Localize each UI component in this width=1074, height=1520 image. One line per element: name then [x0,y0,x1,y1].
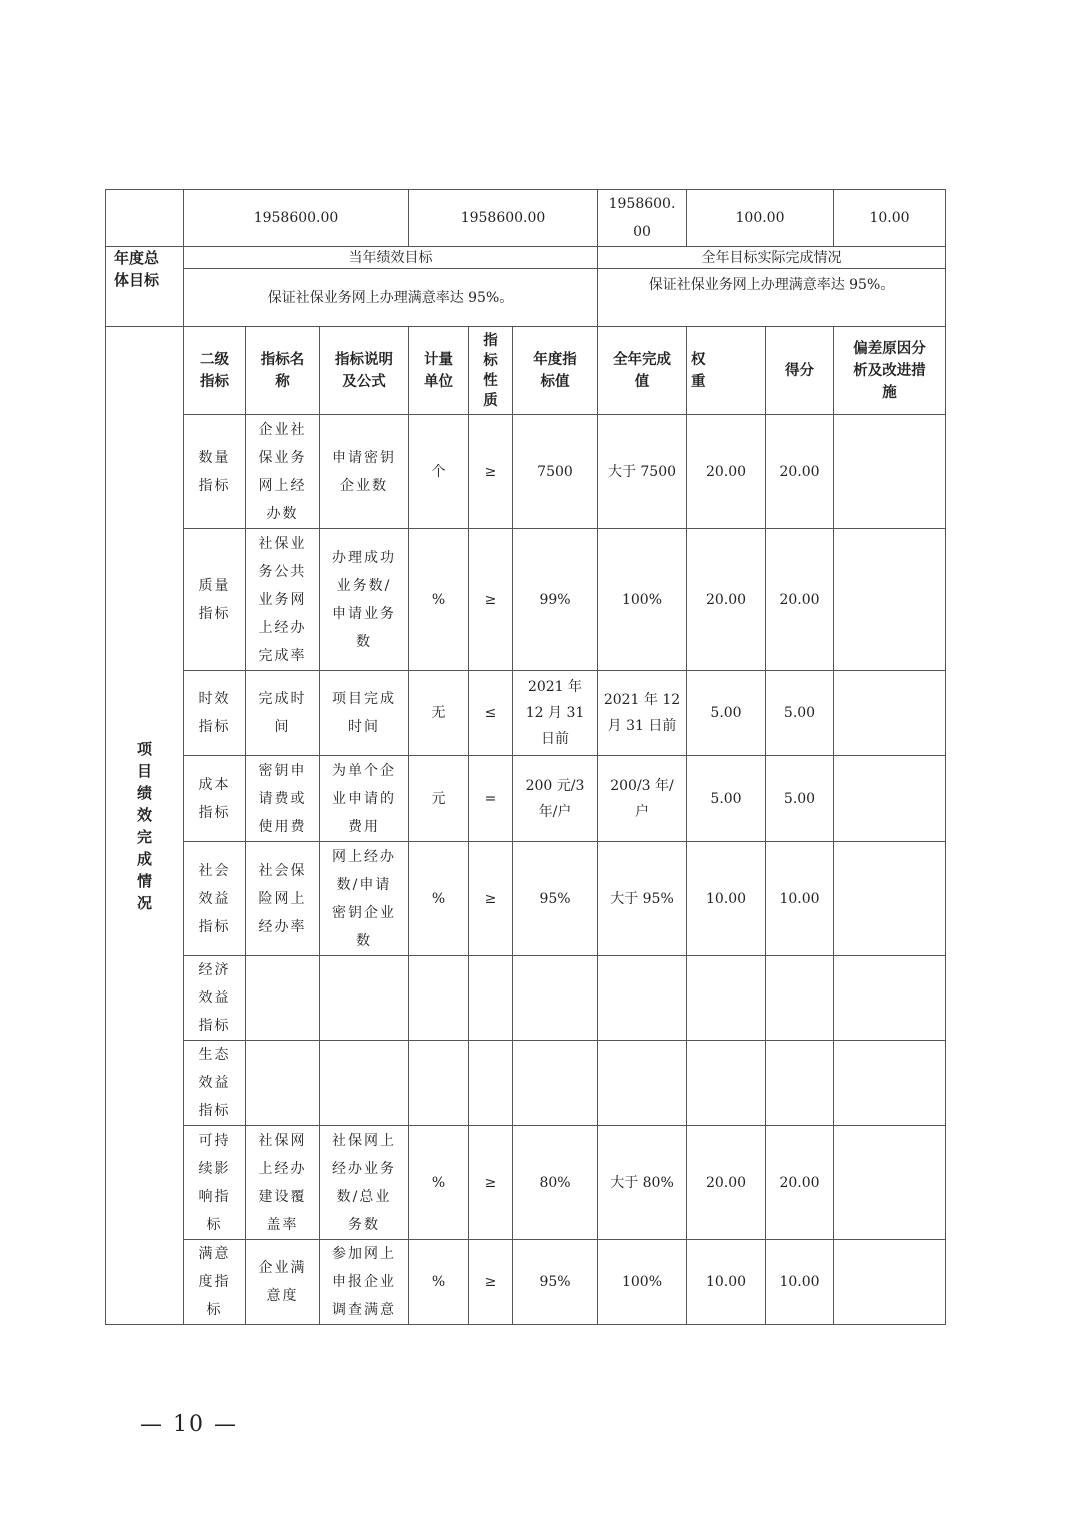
analysis-cell [834,1240,946,1325]
annual-goal-label: 年度总 体目标 [106,247,184,327]
analysis-cell [834,842,946,956]
description-cell: 办理成功 业务数/ 申请业务 数 [320,529,409,671]
actual-cell: 2021 年 12 月 31 日前 [598,671,687,756]
page-number: — 10 — [140,1412,238,1437]
target-cell: 95% [513,842,598,956]
description-cell: 申请密钥 企业数 [320,415,409,529]
unit-cell: 无 [409,671,469,756]
current-target-header: 当年绩效目标 [184,247,598,269]
table-row [106,529,946,671]
header-indicator-nature: 指 标 性 质 [469,327,513,415]
target-cell: 99% [513,529,598,671]
actual-cell: 100% [598,529,687,671]
table-row [106,956,946,1041]
category-cell: 时效 指标 [184,671,246,756]
category-cell: 数量 指标 [184,415,246,529]
unit-cell [409,956,469,1041]
analysis-cell [834,529,946,671]
category-cell: 可持 续影 响指 标 [184,1126,246,1240]
target-cell: 7500 [513,415,598,529]
target-cell: 2021 年 12 月 31 日前 [513,671,598,756]
category-cell: 经济 效益 指标 [184,956,246,1041]
weight-cell: 20.00 [687,529,766,671]
table-row [106,1041,946,1126]
description-cell: 社保网上 经办业务 数/总业 务数 [320,1126,409,1240]
description-cell [320,956,409,1041]
description-cell [320,1041,409,1126]
name-cell: 企业满 意度 [246,1240,320,1325]
score-cell [766,1041,834,1126]
unit-cell: 元 [409,756,469,842]
description-cell: 参加网上 申报企业 调查满意 [320,1240,409,1325]
nature-cell: ≥ [469,529,513,671]
nature-cell: ≥ [469,415,513,529]
nature-cell: = [469,756,513,842]
table-row [106,671,946,756]
annual-goal-header-row [106,247,946,269]
annual-goal-text-row [106,269,946,327]
weight-cell: 10.00 [687,842,766,956]
category-cell: 生态 效益 指标 [184,1041,246,1126]
analysis-cell [834,1041,946,1126]
unit-cell: 个 [409,415,469,529]
funding-cell: 1958600. 00 [598,190,687,247]
actual-cell [598,1041,687,1126]
analysis-cell [834,1126,946,1240]
header-secondary-indicator: 二级 指标 [184,327,246,415]
weight-cell: 5.00 [687,756,766,842]
category-cell: 满意 度指 标 [184,1240,246,1325]
nature-cell: ≤ [469,671,513,756]
name-cell: 密钥申 请费或 使用费 [246,756,320,842]
funding-cell: 1958600.00 [409,190,598,247]
analysis-cell [834,756,946,842]
actual-cell [598,956,687,1041]
actual-cell: 大于 80% [598,1126,687,1240]
weight-cell [687,1041,766,1126]
actual-cell: 200/3 年/ 户 [598,756,687,842]
score-cell: 10.00 [766,842,834,956]
nature-cell [469,956,513,1041]
score-cell: 20.00 [766,1126,834,1240]
name-cell: 社会保 险网上 经办率 [246,842,320,956]
weight-cell: 20.00 [687,415,766,529]
nature-cell: ≥ [469,1126,513,1240]
unit-cell: % [409,1126,469,1240]
unit-cell [409,1041,469,1126]
header-annual-target: 年度指 标值 [513,327,598,415]
unit-cell: % [409,842,469,956]
funding-cell: 1958600.00 [184,190,409,247]
description-cell: 项目完成 时间 [320,671,409,756]
actual-cell: 大于 7500 [598,415,687,529]
header-score: 得分 [766,327,834,415]
name-cell: 完成时 间 [246,671,320,756]
header-actual-value: 全年完成 值 [598,327,687,415]
name-cell [246,956,320,1041]
funding-cell: 10.00 [834,190,946,247]
nature-cell: ≥ [469,1240,513,1325]
nature-cell [469,1041,513,1126]
funding-row [106,190,946,247]
weight-cell [687,956,766,1041]
score-cell: 5.00 [766,671,834,756]
target-cell [513,1041,598,1126]
category-cell: 社会 效益 指标 [184,842,246,956]
score-cell: 5.00 [766,756,834,842]
analysis-cell [834,415,946,529]
indicator-header-row [106,327,946,415]
header-measure-unit: 计量 单位 [409,327,469,415]
table-row [106,1126,946,1240]
unit-cell: % [409,1240,469,1325]
name-cell: 社保业 务公共 业务网 上经办 完成率 [246,529,320,671]
description-cell: 网上经办 数/申请 密钥企业 数 [320,842,409,956]
header-weight: 权 重 [687,327,766,415]
table-row [106,842,946,956]
name-cell: 社保网 上经办 建设覆 盖率 [246,1126,320,1240]
funding-cell: 100.00 [687,190,834,247]
header-indicator-description: 指标说明 及公式 [320,327,409,415]
score-cell: 20.00 [766,415,834,529]
weight-cell: 20.00 [687,1126,766,1240]
target-cell: 80% [513,1126,598,1240]
nature-cell: ≥ [469,842,513,956]
header-deviation-analysis: 偏差原因分 析及改进措 施 [834,327,946,415]
target-cell: 200 元/3 年/户 [513,756,598,842]
funding-row-label [106,190,184,247]
current-target-text: 保证社保业务网上办理满意率达 95%。 [184,269,598,327]
score-cell [766,956,834,1041]
category-cell: 成本 指标 [184,756,246,842]
analysis-cell [834,956,946,1041]
header-indicator-name: 指标名 称 [246,327,320,415]
score-cell: 20.00 [766,529,834,671]
table-row [106,1240,946,1325]
actual-completion-text: 保证社保业务网上办理满意率达 95%。 [598,269,946,327]
name-cell: 企业社 保业务 网上经 办数 [246,415,320,529]
score-cell: 10.00 [766,1240,834,1325]
table-row [106,415,946,529]
table-row [106,756,946,842]
analysis-cell [834,671,946,756]
actual-cell: 100% [598,1240,687,1325]
category-cell: 质量 指标 [184,529,246,671]
name-cell [246,1041,320,1126]
weight-cell: 10.00 [687,1240,766,1325]
target-cell [513,956,598,1041]
actual-cell: 大于 95% [598,842,687,956]
target-cell: 95% [513,1240,598,1325]
description-cell: 为单个企 业申请的 费用 [320,756,409,842]
unit-cell: % [409,529,469,671]
performance-section-label: 项 目 绩 效 完 成 情 况 [106,327,184,1325]
weight-cell: 5.00 [687,671,766,756]
actual-completion-header: 全年目标实际完成情况 [598,247,946,269]
performance-table [105,189,946,1325]
